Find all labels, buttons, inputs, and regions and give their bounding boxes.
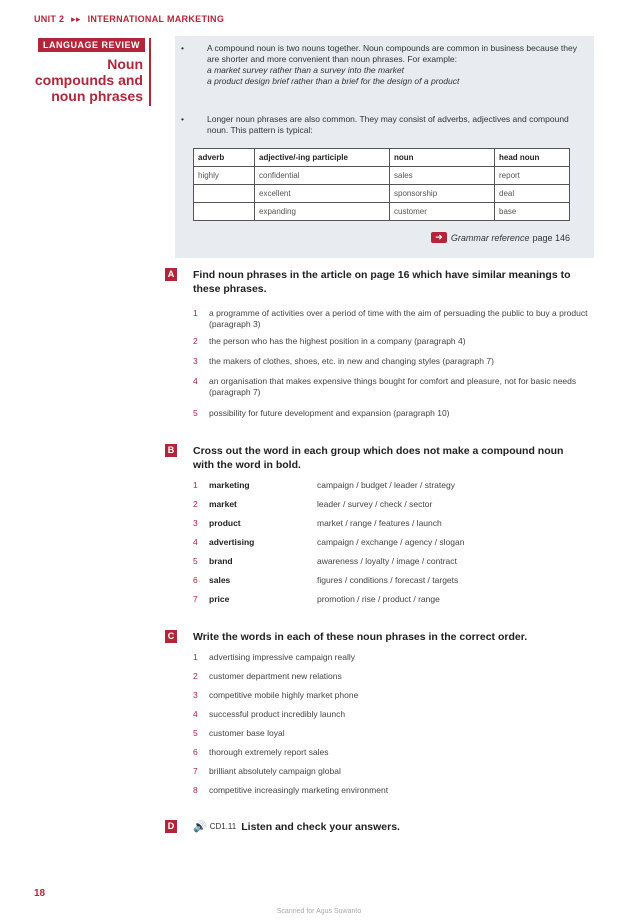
item-text: customer department new relations xyxy=(209,671,342,681)
item-number: 7 xyxy=(193,594,198,604)
list-item xyxy=(193,499,593,510)
table-header-cell: adverb xyxy=(194,149,255,167)
item-number: 3 xyxy=(193,518,198,528)
unit-label: UNIT 2 xyxy=(34,14,65,24)
unit-title: INTERNATIONAL MARKETING xyxy=(87,14,225,24)
exercise-instruction: Write the words in each of these noun phrases in the correct order. xyxy=(193,631,528,643)
bold-word: product xyxy=(209,518,241,528)
exercise-letter-badge: C xyxy=(165,630,177,643)
grammar-panel xyxy=(175,36,594,258)
table-header-cell: head noun xyxy=(495,149,570,167)
item-text: the makers of clothes, shoes, etc. in new and changing styles (paragraph 7) xyxy=(209,356,494,366)
bold-word: brand xyxy=(209,556,233,566)
table-cell xyxy=(194,203,255,221)
list-item xyxy=(193,652,593,663)
item-text: successful product incredibly launch xyxy=(209,709,346,719)
item-number: 1 xyxy=(193,480,198,490)
arrow-right-icon: ➜ xyxy=(431,232,447,243)
list-item xyxy=(193,356,593,367)
list-item xyxy=(193,376,593,398)
item-text: the person who has the highest position in a company (paragraph 4) xyxy=(209,336,466,346)
word-options: promotion / rise / product / range xyxy=(317,594,440,604)
item-number: 2 xyxy=(193,336,198,346)
word-options: market / range / features / launch xyxy=(317,518,442,528)
language-review-tag: LANGUAGE REVIEW xyxy=(38,38,145,52)
section-title: Noun compounds and noun phrases xyxy=(34,56,143,104)
item-number: 6 xyxy=(193,575,198,585)
table-cell: excellent xyxy=(255,185,390,203)
item-text: competitive mobile highly market phone xyxy=(209,690,359,700)
table-row xyxy=(194,185,570,203)
table-header-cell: noun xyxy=(390,149,495,167)
list-item xyxy=(193,728,593,739)
list-item xyxy=(193,336,593,347)
exercise-instruction: Listen and check your answers. xyxy=(241,820,400,833)
bullet-dot: • xyxy=(181,114,184,124)
item-number: 1 xyxy=(193,308,198,318)
list-item xyxy=(193,766,593,777)
list-item xyxy=(193,556,593,567)
item-text: brilliant absolutely campaign global xyxy=(209,766,341,776)
word-options: figures / conditions / forecast / targets xyxy=(317,575,459,585)
item-number: 5 xyxy=(193,408,198,418)
cd-track-label: CD1.11 xyxy=(209,822,237,831)
grammar-reference-link[interactable] xyxy=(431,232,570,243)
bold-word: sales xyxy=(209,575,231,585)
grammar-bullet-2 xyxy=(181,114,581,136)
item-number: 2 xyxy=(193,499,198,509)
item-number: 5 xyxy=(193,556,198,566)
item-number: 3 xyxy=(193,356,198,366)
item-text: competitive increasingly marketing environment xyxy=(209,785,389,795)
table-row xyxy=(194,167,570,185)
scan-footer: Scanned for Agus Suwanto xyxy=(276,908,362,915)
list-item xyxy=(193,785,593,796)
language-review-label xyxy=(34,38,151,106)
bold-word: price xyxy=(209,594,230,604)
list-item xyxy=(193,747,593,758)
example-text: a product design brief rather than a brief for the design of a product xyxy=(207,76,460,86)
list-item xyxy=(193,308,593,330)
list-item xyxy=(193,537,593,548)
list-item xyxy=(193,480,593,491)
item-number: 6 xyxy=(193,747,198,757)
bullet-text: A compound noun is two nouns together. Noun compounds are common in business because they are shorter and more convenient than noun phrases. For example: xyxy=(207,43,577,64)
header-arrows: ▸▸ xyxy=(71,14,81,24)
table-cell: sales xyxy=(390,167,495,185)
item-text: customer base loyal xyxy=(209,728,285,738)
word-options: campaign / budget / leader / strategy xyxy=(317,480,455,490)
item-number: 7 xyxy=(193,766,198,776)
table-cell: highly xyxy=(194,167,255,185)
exercise-letter-badge: D xyxy=(165,820,177,833)
bold-word: market xyxy=(209,499,237,509)
exercise-instruction: Cross out the word in each group which does not make a compound noun with the word in bold. xyxy=(193,445,564,471)
item-number: 3 xyxy=(193,690,198,700)
table-cell: expanding xyxy=(255,203,390,221)
unit-header xyxy=(34,14,224,25)
table-cell xyxy=(194,185,255,203)
item-number: 2 xyxy=(193,671,198,681)
item-number: 4 xyxy=(193,537,198,547)
table-cell: base xyxy=(495,203,570,221)
word-options: awareness / loyalty / image / contract xyxy=(317,556,457,566)
table-row xyxy=(194,203,570,221)
table-cell: confidential xyxy=(255,167,390,185)
list-item xyxy=(193,709,593,720)
item-text: thorough extremely report sales xyxy=(209,747,329,757)
word-options: campaign / exchange / agency / slogan xyxy=(317,537,465,547)
item-number: 4 xyxy=(193,709,198,719)
exercise-letter-badge: A xyxy=(165,268,177,281)
exercise-instruction: Find noun phrases in the article on page 16 which have similar meanings to these phrases. xyxy=(193,269,571,295)
grammar-bullet-1 xyxy=(181,43,581,87)
list-item xyxy=(193,690,593,701)
list-item xyxy=(193,671,593,682)
bullet-dot: • xyxy=(181,43,184,53)
grammar-reference-label: Grammar reference xyxy=(450,232,530,243)
list-item xyxy=(193,408,593,419)
table-header-cell: adjective/-ing participle xyxy=(255,149,390,167)
bold-word: advertising xyxy=(209,537,255,547)
table-cell: sponsorship xyxy=(390,185,495,203)
speaker-icon[interactable]: 🔊 xyxy=(193,821,207,833)
table-cell: customer xyxy=(390,203,495,221)
item-text: advertising impressive campaign really xyxy=(209,652,355,662)
item-text: a programme of activities over a period of time with the aim of persuading the public to buy a product (paragraph 3) xyxy=(209,308,588,329)
exercise-letter-badge: B xyxy=(165,444,177,457)
bullet-text: Longer noun phrases are also common. They may consist of adverbs, adjectives and compound noun. This pattern is typical: xyxy=(207,114,569,135)
item-number: 4 xyxy=(193,376,198,386)
list-item xyxy=(193,575,593,586)
bold-word: marketing xyxy=(209,480,250,490)
word-options: leader / survey / check / sector xyxy=(317,499,433,509)
item-number: 8 xyxy=(193,785,198,795)
page-number: 18 xyxy=(34,888,46,899)
grammar-reference-page: page 146 xyxy=(532,232,570,243)
list-item xyxy=(193,594,593,605)
table-cell: deal xyxy=(495,185,570,203)
example-text: a market survey rather than a survey into the market xyxy=(207,65,405,75)
table-header-row xyxy=(194,149,570,167)
item-number: 1 xyxy=(193,652,198,662)
audio-instruction xyxy=(193,820,400,833)
table-cell: report xyxy=(495,167,570,185)
item-number: 5 xyxy=(193,728,198,738)
list-item xyxy=(193,518,593,529)
noun-phrase-table xyxy=(193,148,570,221)
item-text: possibility for future development and expansion (paragraph 10) xyxy=(209,408,450,418)
item-text: an organisation that makes expensive things bought for comfort and pleasure, not for basic needs (paragraph 7) xyxy=(209,376,577,397)
